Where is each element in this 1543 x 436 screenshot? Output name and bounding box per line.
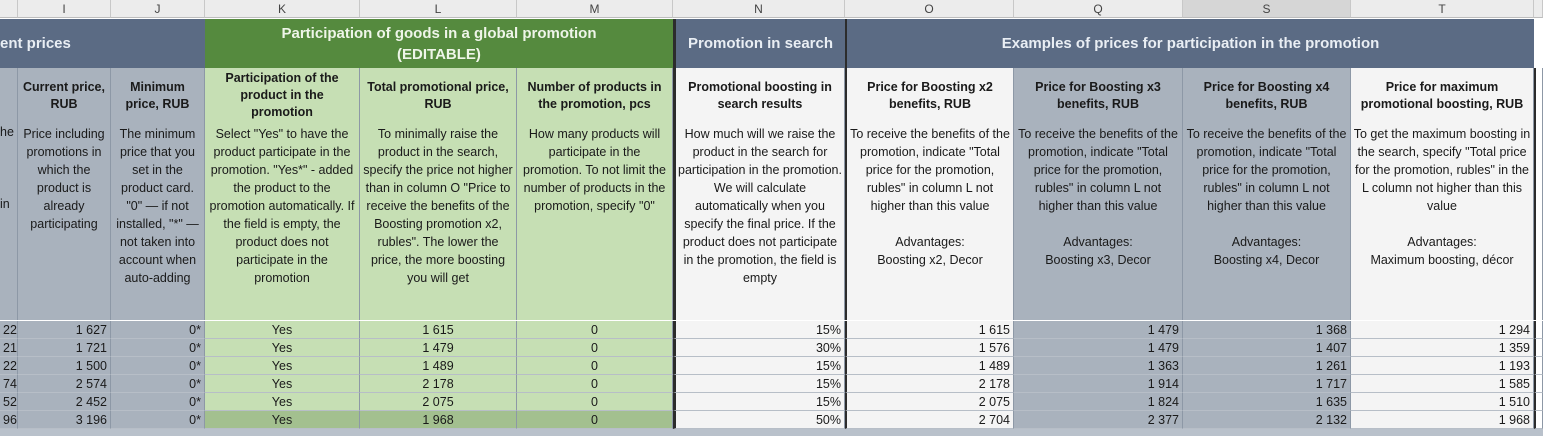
band-participation-title: Participation of goods in a global promotion (281, 24, 597, 42)
cell-o[interactable]: 1 615 (845, 321, 1014, 339)
desc-boost-x4[interactable] (1183, 123, 1351, 320)
cell-q[interactable]: 1 363 (1014, 357, 1183, 375)
band-examples-label: Examples of prices for participation in the promotion (1001, 35, 1380, 52)
partial-row (0, 429, 1543, 436)
cell-h[interactable]: 52 (0, 393, 18, 411)
cell-m[interactable]: 0 (517, 339, 673, 357)
band-promotion-search-label: Promotion in search (687, 35, 834, 52)
cell-l[interactable]: 1 968 (360, 411, 517, 429)
column-header-i[interactable]: I (18, 0, 111, 18)
desc-boost-max-text: To get the maximum boosting in the search, specify "Total price for the promotion, rubles" in the L column not higher than this value (1353, 127, 1531, 213)
column-header-q[interactable]: Q (1014, 0, 1183, 18)
cell-q[interactable]: 1 824 (1014, 393, 1183, 411)
cell-j[interactable]: 0* (111, 339, 205, 357)
desc-edge (1534, 123, 1543, 320)
header-num-products[interactable]: Number of products in the promotion, pcs (517, 68, 673, 123)
desc-current-price[interactable]: Price including promotions in which the product is already participating (18, 123, 111, 320)
cell-edge (1534, 339, 1543, 357)
band-current-prices[interactable] (0, 19, 205, 68)
desc-participation[interactable]: Select "Yes" to have the product participate in the promotion. "Yes*" - added the product to the promotion automatically. If the field is empty, the product does not participate in the promotion (205, 123, 360, 320)
cell-i[interactable]: 2 452 (18, 393, 111, 411)
cell-s[interactable]: 1 368 (1183, 321, 1351, 339)
cell-h[interactable]: 22 (0, 357, 18, 375)
cell-n[interactable]: 50% (673, 411, 845, 429)
column-header-j[interactable]: J (111, 0, 205, 18)
cell-t[interactable]: 1 193 (1351, 357, 1534, 375)
header-boost-x2[interactable]: Price for Boosting x2 benefits, RUB (845, 68, 1014, 123)
band-participation-editable: (EDITABLE) (397, 45, 481, 63)
cell-j[interactable]: 0* (111, 411, 205, 429)
cell-o[interactable]: 2 075 (845, 393, 1014, 411)
cell-q[interactable]: 1 914 (1014, 375, 1183, 393)
cell-i[interactable]: 3 196 (18, 411, 111, 429)
cell-m[interactable]: 0 (517, 375, 673, 393)
cell-m[interactable]: 0 (517, 411, 673, 429)
desc-edge-mid: in (0, 197, 10, 211)
cell-l[interactable]: 1 615 (360, 321, 517, 339)
cell-edge (1534, 375, 1543, 393)
header-boost-x3[interactable]: Price for Boosting x3 benefits, RUB (1014, 68, 1183, 123)
cell-j[interactable]: 0* (111, 321, 205, 339)
cell-t[interactable]: 1 968 (1351, 411, 1534, 429)
cell-s[interactable]: 1 717 (1183, 375, 1351, 393)
cell-q[interactable]: 2 377 (1014, 411, 1183, 429)
cell-edge (1534, 411, 1543, 429)
cell-l[interactable]: 2 075 (360, 393, 517, 411)
desc-total-promo-price[interactable]: To minimally raise the product in the search, specify the price not higher than in column O "Price to receive the benefits of the Boosting promotion x2, rubles". The lower the price, the more boosting you will get (360, 123, 517, 320)
cell-k[interactable]: Yes (205, 411, 360, 429)
column-header-u[interactable] (1534, 0, 1543, 18)
cell-o[interactable]: 2 704 (845, 411, 1014, 429)
cell-m[interactable]: 0 (517, 321, 673, 339)
cell-l[interactable]: 2 178 (360, 375, 517, 393)
cell-o[interactable]: 2 178 (845, 375, 1014, 393)
cell-h[interactable]: 22 (0, 321, 18, 339)
cell-k[interactable]: Yes (205, 339, 360, 357)
desc-boost-max-advantages: Advantages: Maximum boosting, décor (1370, 235, 1514, 267)
cell-q[interactable]: 1 479 (1014, 339, 1183, 357)
desc-boost-x2-advantages: Advantages: Boosting x2, Decor (877, 235, 983, 267)
cell-m[interactable]: 0 (517, 357, 673, 375)
cell-s[interactable]: 2 132 (1183, 411, 1351, 429)
header-cell-h[interactable] (0, 68, 18, 123)
cell-t[interactable]: 1 510 (1351, 393, 1534, 411)
cell-l[interactable]: 1 489 (360, 357, 517, 375)
column-header-l[interactable]: L (360, 0, 517, 18)
cell-h[interactable]: 96 (0, 411, 18, 429)
cell-edge (1534, 357, 1543, 375)
cell-h[interactable]: 74 (0, 375, 18, 393)
cell-j[interactable]: 0* (111, 375, 205, 393)
column-header-h[interactable] (0, 0, 18, 18)
band-participation[interactable] (205, 19, 673, 68)
cell-t[interactable]: 1 359 (1351, 339, 1534, 357)
cell-j[interactable]: 0* (111, 357, 205, 375)
band-promotion-search[interactable] (673, 19, 845, 68)
cell-s[interactable]: 1 407 (1183, 339, 1351, 357)
column-header-o[interactable]: O (845, 0, 1014, 18)
cell-i[interactable]: 1 627 (18, 321, 111, 339)
cell-n[interactable]: 15% (673, 393, 845, 411)
header-boost-x4[interactable]: Price for Boosting x4 benefits, RUB (1183, 68, 1351, 123)
band-edge (1534, 19, 1543, 68)
header-boosting-search[interactable]: Promotional boosting in search results (673, 68, 845, 123)
column-header-s[interactable]: S (1183, 0, 1351, 18)
desc-boost-x3-advantages: Advantages: Boosting x3, Decor (1045, 235, 1151, 267)
cell-edge (1534, 393, 1543, 411)
cell-l[interactable]: 1 479 (360, 339, 517, 357)
cell-k[interactable]: Yes (205, 321, 360, 339)
cell-m[interactable]: 0 (517, 393, 673, 411)
cell-n[interactable]: 15% (673, 357, 845, 375)
header-total-promo-price[interactable]: Total promotional price, RUB (360, 68, 517, 123)
desc-num-products[interactable]: How many products will participate in the promotion. To not limit the number of products in the promotion, specify "0" (517, 123, 673, 320)
cell-k[interactable]: Yes (205, 393, 360, 411)
header-boost-max[interactable]: Price for maximum promotional boosting, RUB (1351, 68, 1534, 123)
desc-boost-x4-advantages: Advantages: Boosting x4, Decor (1213, 235, 1320, 267)
cell-s[interactable]: 1 261 (1183, 357, 1351, 375)
cell-q[interactable]: 1 479 (1014, 321, 1183, 339)
header-participation[interactable]: Participation of the product in the promotion (205, 68, 360, 123)
band-current-prices-label: ent prices (0, 35, 71, 52)
desc-boosting-search[interactable]: How much will we raise the product in the search for participation in the promotion. We will calculate automatically when you specify the final price. If the product does not participate in the promotion, the field is empty (673, 123, 845, 320)
desc-boost-x4-text: To receive the benefits of the promotion, indicate "Total price for the promotion, rubles" in column L not higher than this value (1186, 127, 1347, 213)
cell-i[interactable]: 1 500 (18, 357, 111, 375)
cell-k[interactable]: Yes (205, 357, 360, 375)
cell-n[interactable]: 15% (673, 321, 845, 339)
cell-i[interactable]: 1 721 (18, 339, 111, 357)
desc-boost-x3-text: To receive the benefits of the promotion, indicate "Total price for the promotion, rubles" in column L not higher than this value (1018, 127, 1178, 213)
desc-boost-x3[interactable] (1014, 123, 1183, 320)
desc-boost-x2-text: To receive the benefits of the promotion, indicate "Total price for the promotion, rubles" in column L not higher than this value (850, 127, 1010, 213)
cell-s[interactable]: 1 635 (1183, 393, 1351, 411)
cell-o[interactable]: 1 576 (845, 339, 1014, 357)
column-header-t[interactable]: T (1351, 0, 1534, 18)
cell-h[interactable]: 21 (0, 339, 18, 357)
desc-boost-max[interactable] (1351, 123, 1534, 320)
cell-j[interactable]: 0* (111, 393, 205, 411)
cell-o[interactable]: 1 489 (845, 357, 1014, 375)
column-header-n[interactable]: N (673, 0, 845, 18)
desc-minimum-price[interactable]: The minimum price that you set in the product card. "0" — if not installed, "*" — not taken into account when auto-adding (111, 123, 205, 320)
column-header-k[interactable]: K (205, 0, 360, 18)
desc-boost-x2[interactable] (845, 123, 1014, 320)
column-header-m[interactable]: M (517, 0, 673, 18)
header-current-price[interactable]: Current price, RUB (18, 68, 111, 123)
cell-edge (1534, 321, 1543, 339)
band-examples[interactable] (845, 19, 1534, 68)
cell-t[interactable]: 1 294 (1351, 321, 1534, 339)
header-edge (1534, 68, 1543, 123)
cell-k[interactable]: Yes (205, 375, 360, 393)
cell-n[interactable]: 30% (673, 339, 845, 357)
desc-cell-h[interactable] (0, 123, 18, 320)
header-minimum-price[interactable]: Minimum price, RUB (111, 68, 205, 123)
desc-edge-top: he (0, 125, 14, 139)
cell-t[interactable]: 1 585 (1351, 375, 1534, 393)
cell-n[interactable]: 15% (673, 375, 845, 393)
cell-i[interactable]: 2 574 (18, 375, 111, 393)
